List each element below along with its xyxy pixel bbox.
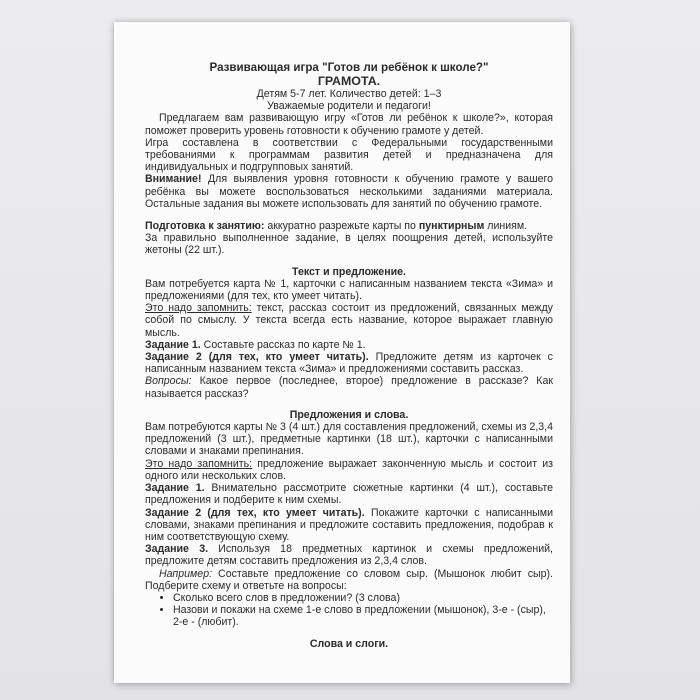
section2-paragraph: Вам потребуются карты № 3 (4 шт.) для составления предложений, схемы из 2,3,4 предложений (3 шт.), предметные картинки (18 шт.), карточки с написанными словами и знаками препинания. [145,421,553,458]
questions-text: Какое первое (последнее, второе) предложение в рассказе? Как называется рассказ? [145,375,553,400]
remember-label: Это надо запомнить: [145,457,253,470]
section1-remember [145,302,553,339]
task3-label: Задание 3. [145,543,209,556]
prep-paragraph-2: За правильно выполненное задание, в целях поощрения детей, используйте жетоны (22 шт.). [145,232,553,257]
prep-label: Подготовка к занятию: [145,220,265,233]
example-text: Составьте предложение со словом сыр. (Мышонок любит сыр). Подберите схему и ответьте на вопросы: [145,567,553,592]
task1-text: Составьте рассказ по карте № 1. [200,338,366,351]
prep-bold: пунктирным [418,220,485,233]
section2-task3 [145,543,553,567]
questions-label: Вопросы: [145,375,192,388]
section-heading-syllables: Слова и слоги. [309,637,389,650]
task1-label: Задание 1. [145,338,201,351]
page-content [145,61,553,650]
meta-line: Детям 5-7 лет. Количество детей: 1–3 [256,88,442,100]
prep-text-a: аккуратно разрежьте карты по [264,220,419,233]
title-line1: Развивающая игра "Готов ли ребёнок к школе?" [209,61,489,74]
list-item: • Сколько всего слов в предложении? (3 слова) [173,592,553,604]
section2-task2 [145,507,553,544]
intro-paragraph-2: Игра составлена в соответствии с Федеральными государственными требованиями к программам развития детей и предназначена для индивидуальных и подгрупповых занятий. [145,136,553,174]
task3-text: Используя 18 предметных картинок и схемы предложений, предложите детям составить предложения из 2,3,4 слов. [145,543,553,568]
section1-questions [145,375,553,399]
task1-label: Задание 1. [145,482,205,495]
task2-text: Покажите карточки с написанными словами, знаками препинания и предложите составить предложения, подобрав к ним соответствующую схему. [145,506,553,543]
title-line2: ГРАМОТА. [317,74,381,88]
attention-label: Внимание! [145,173,202,186]
attention-text: Для выявления уровня готовности к обучению грамоте у вашего ребёнка вы можете воспользоваться несколькими заданиями материала. Остальные задания вы можете использовать для занятий по обучению грамоте. [145,173,553,210]
section-heading-text: Текст и предложение. [292,265,406,278]
remember-text: текст, рассказ состоит из предложений, связанных между собой по смыслу. У текста всегда есть название, которое выражает главную мысль. [145,302,553,339]
task2-label: Задание 2 (для тех, кто умеет читать). [145,506,365,519]
attention-paragraph [145,173,553,210]
prep-paragraph [145,220,553,232]
remember-text: предложение выражает законченную мысль и состоит из одного или нескольких слов. [145,457,553,482]
remember-label: Это надо запомнить: [145,302,252,315]
greeting: Уважаемые родители и педагоги! [267,100,431,113]
printed-page [114,22,570,683]
section1-task2 [145,351,553,375]
section1-task1 [145,339,553,351]
prep-text-b: линиям. [484,220,528,233]
section-heading-words: Предложения и слова. [289,408,409,421]
task1-text: Внимательно рассмотрите сюжетные картинки (4 шт.), составьте предложения и подберите к ним схемы. [145,482,553,507]
question-list [145,592,553,629]
intro-paragraph-1: Предлагаем вам развивающую игру «Готов ли ребёнок к школе?», которая поможет проверить уровень готовности к обучению грамоте у детей. [145,112,553,137]
section2-example [145,568,553,592]
section2-remember [145,458,553,482]
list-item: • Назови и покажи на схеме 1-е слово в предложении (мышонок), 3-е - (сыр), 2-е - (любит). [173,604,553,628]
section2-task1 [145,482,553,506]
task2-text: Предложите детям из карточек с написанным названием текста «Зима» и предложениями составить рассказ. [145,351,553,376]
example-label: Например: [159,567,213,580]
task2-label: Задание 2 (для тех, кто умеет читать). [145,351,369,364]
section1-paragraph: Вам потребуется карта № 1, карточки с написанным названием текста «Зима» и предложениями (для тех, кто умеет читать). [145,277,553,303]
